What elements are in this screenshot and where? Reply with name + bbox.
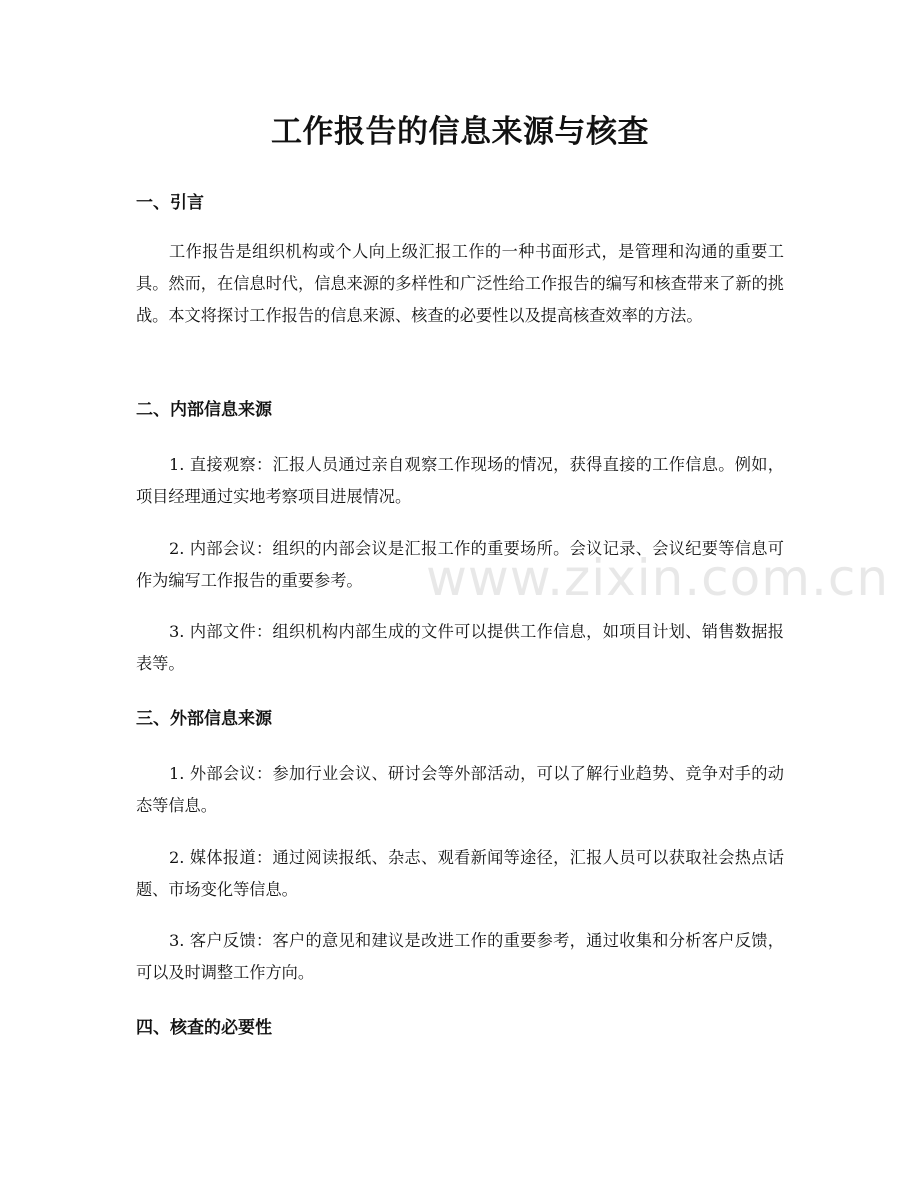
external-item-2: 2. 媒体报道：通过阅读报纸、杂志、观看新闻等途径，汇报人员可以获取社会热点话题、市场变化等信息。: [136, 848, 784, 899]
watermark-text: www.zixin.com.cn: [426, 549, 890, 607]
internal-item-1: 1. 直接观察：汇报人员通过亲自观察工作现场的情况，获得直接的工作信息。例如，项目经理通过实地考察项目进展情况。: [136, 455, 784, 506]
section-heading-external: 三、外部信息来源: [136, 709, 272, 729]
internal-item-3: 3. 内部文件：组织机构内部生成的文件可以提供工作信息，如项目计划、销售数据报表等。: [136, 622, 784, 673]
section-heading-necessity: 四、核查的必要性: [136, 1018, 272, 1038]
internal-item-2: 2. 内部会议：组织的内部会议是汇报工作的重要场所。会议记录、会议纪要等信息可作为编写工作报告的重要参考。: [136, 539, 784, 590]
external-item-3: 3. 客户反馈：客户的意见和建议是改进工作的重要参考，通过收集和分析客户反馈，可以及时调整工作方向。: [136, 931, 784, 982]
section-heading-internal: 二、内部信息来源: [136, 400, 272, 420]
document-title: 工作报告的信息来源与核查: [271, 114, 649, 150]
external-item-1: 1. 外部会议：参加行业会议、研讨会等外部活动，可以了解行业趋势、竞争对手的动态等信息。: [136, 764, 784, 815]
section-heading-intro: 一、引言: [136, 193, 204, 213]
intro-paragraph: 工作报告是组织机构或个人向上级汇报工作的一种书面形式，是管理和沟通的重要工具。然而，在信息时代，信息来源的多样性和广泛性给工作报告的编写和核查带来了新的挑战。本文将探讨工作报告的信息来源、核查的必要性以及提高核查效率的方法。: [136, 242, 784, 325]
